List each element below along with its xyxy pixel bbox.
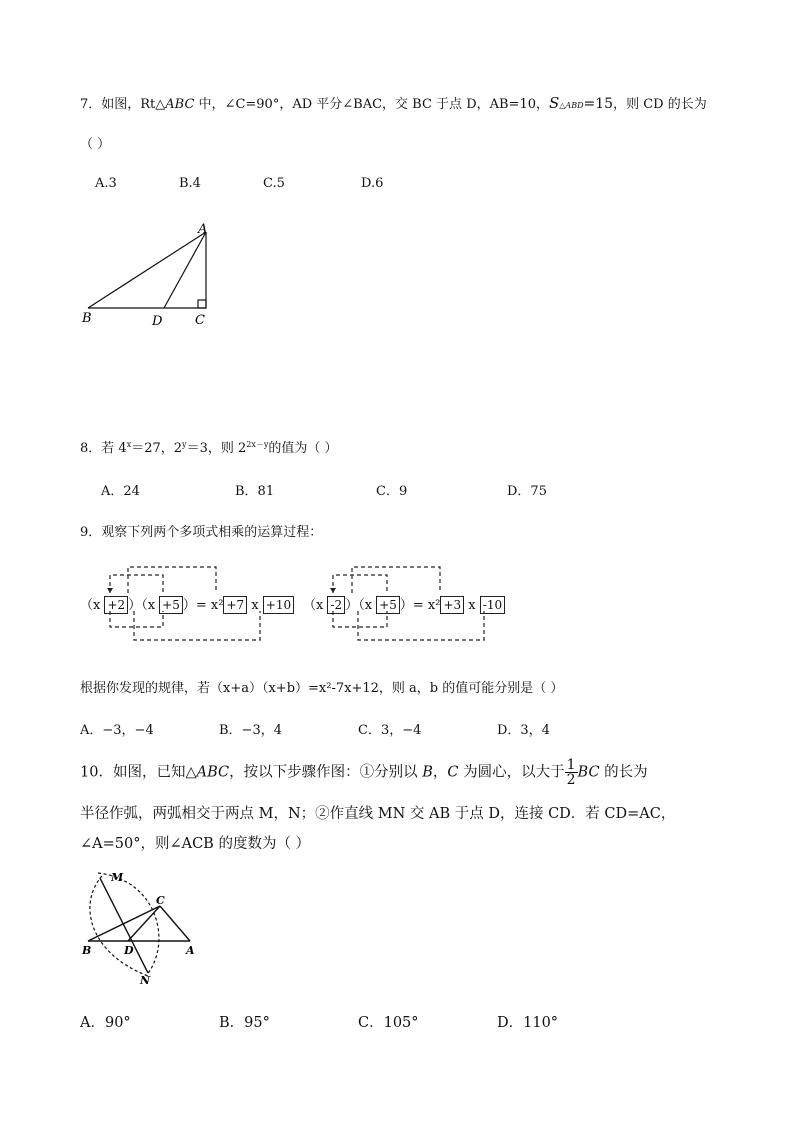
- q9-expression-2: （x -2 ）（x +5 ）= x² +3 x -10: [303, 594, 505, 614]
- q7-label-b: B: [82, 311, 92, 326]
- q10-stem-line-3: ∠A=50°，则∠ACB 的度数为（ ）: [80, 836, 311, 852]
- q10-option-c[interactable]: C．105°: [358, 1015, 419, 1031]
- q7-option-a[interactable]: A.3: [95, 176, 117, 191]
- q8-option-d[interactable]: D．75: [507, 484, 547, 499]
- q9-expr1-box-3: +7: [223, 596, 247, 614]
- q9-expression-1: （x +2 ）（x +5 ）= x² +7 x +10: [80, 594, 294, 614]
- q10-label-m: M: [111, 871, 124, 884]
- q7-label-a: A: [198, 222, 208, 237]
- q7-option-b[interactable]: B.4: [179, 176, 201, 191]
- q10-option-b[interactable]: B．95°: [219, 1015, 270, 1031]
- q9-expr1-box-2: +5: [159, 596, 183, 614]
- q7-label-c: C: [195, 313, 205, 328]
- q10-construction-figure: [78, 868, 208, 988]
- q10-label-b: B: [82, 944, 92, 957]
- q9-expr2-box-4: -10: [480, 596, 505, 614]
- q9-option-c[interactable]: C．3，−4: [358, 723, 422, 738]
- q9-expr1-box-1: +2: [104, 596, 128, 614]
- q9-expr2-box-3: +3: [440, 596, 464, 614]
- q7-stem: 7．如图，Rt△ABC 中，∠C=90°，AD 平分∠BAC，交 BC 于点 D，AB=10，S△ABD=15，则 CD 的长为: [80, 94, 707, 112]
- q10-label-n: N: [140, 974, 151, 987]
- q9-rule-text: 根据你发现的规律，若（x+a）（x+b）=x²-7x+12，则 a，b 的值可能分别是（ ）: [80, 681, 564, 696]
- q10-stem-line-2: 半径作弧，两弧相交于两点 M，N；②作直线 MN 交 AB 于点 D，连接 CD．若 CD=AC，: [80, 806, 676, 822]
- q7-option-d[interactable]: D.6: [361, 176, 384, 191]
- q10-label-c: C: [156, 894, 165, 907]
- q8-option-a[interactable]: A．24: [101, 484, 140, 499]
- q9-expr1-box-4: +10: [263, 596, 294, 614]
- q7-label-d: D: [152, 314, 163, 329]
- q9-stem: 9．观察下列两个多项式相乘的运算过程：: [80, 525, 323, 540]
- q7-triangle-figure: [78, 218, 218, 330]
- q10-label-d: D: [124, 944, 134, 957]
- q9-option-b[interactable]: B．−3，4: [219, 723, 282, 738]
- q10-fraction: $\frac{1}{2}$: [566, 757, 576, 788]
- q10-option-d[interactable]: D．110°: [497, 1015, 559, 1031]
- q9-option-a[interactable]: A．−3，−4: [80, 723, 154, 738]
- q10-option-a[interactable]: A．90°: [80, 1015, 131, 1031]
- q7-answer-paren: （ ）: [80, 137, 111, 152]
- q9-option-d[interactable]: D．3，4: [497, 723, 550, 738]
- q7-option-c[interactable]: C.5: [263, 176, 285, 191]
- q10-label-a: A: [186, 944, 195, 957]
- q8-stem: 8．若 $4^x=27$，$2^y=3$，则 $2^{2x-y}$的值为（ ）: [80, 440, 338, 456]
- q9-expr2-box-1: -2: [327, 596, 345, 614]
- q9-expr2-box-2: +5: [376, 596, 400, 614]
- q8-option-b[interactable]: B．81: [235, 484, 275, 499]
- q8-option-c[interactable]: C．9: [376, 484, 408, 499]
- q10-stem-line-1: 10．如图，已知△ABC，按以下步骤作图：①分别以 B，C 为圆心，以大于 $\frac{1}{2}$ BC 的长为: [80, 757, 648, 788]
